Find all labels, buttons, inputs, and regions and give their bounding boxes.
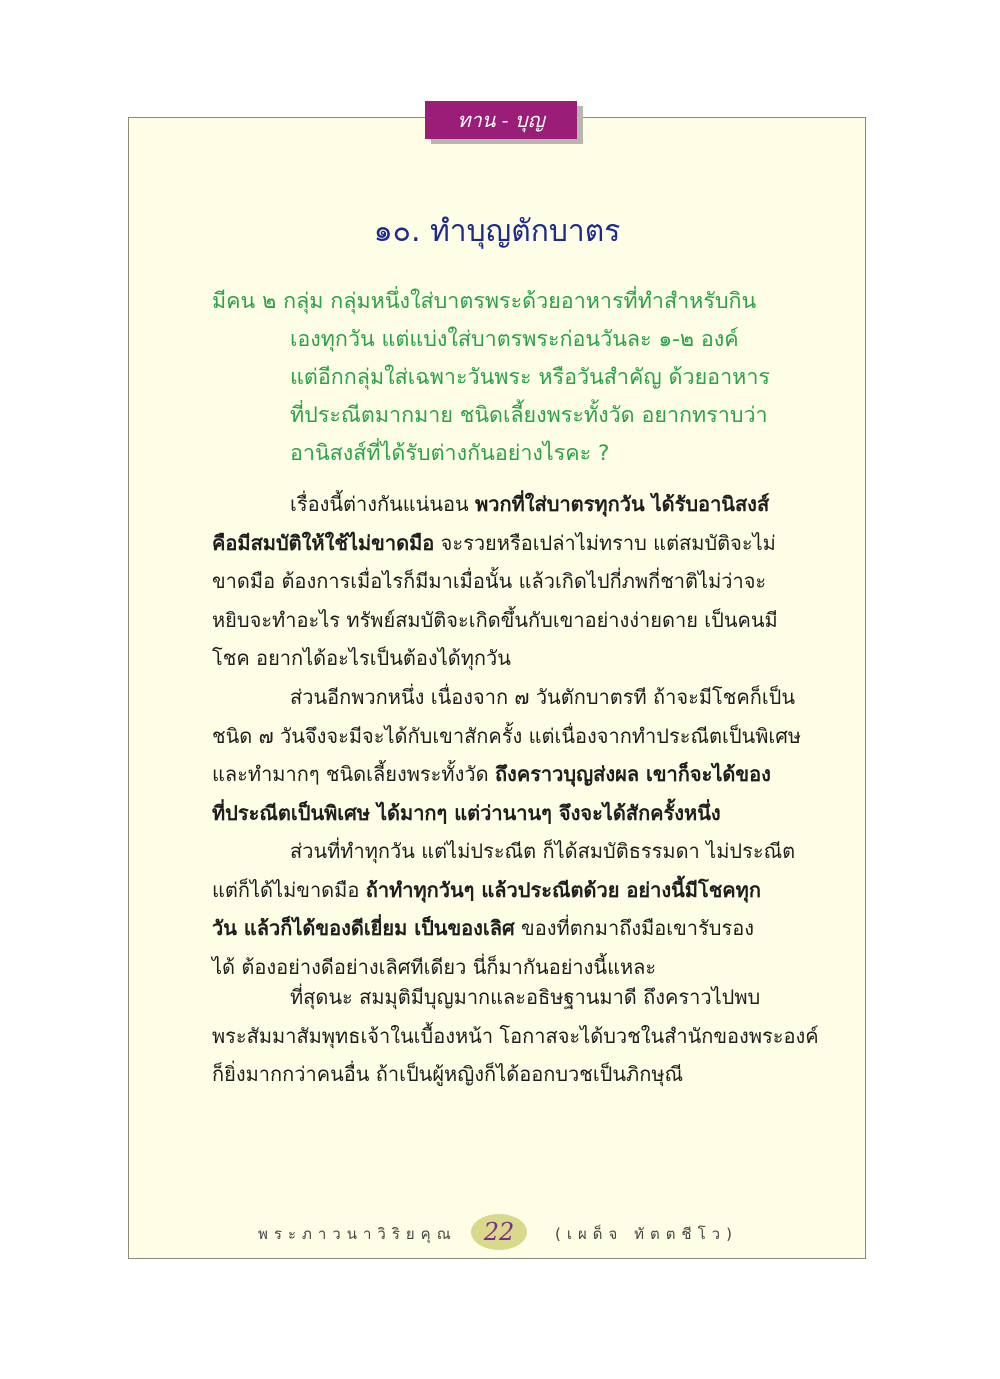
question-block	[212, 283, 802, 473]
question-line: เองทุกวัน แต่แบ่งใส่บาตรพระก่อนวันละ ๑-๒ องค์	[290, 327, 739, 352]
text-span: แต่ก็ได้ไม่ขาดมือ	[212, 877, 366, 902]
paragraph-line	[212, 871, 792, 910]
paragraph-line: โชค อยากได้อะไรเป็นต้องได้ทุกวัน	[212, 646, 511, 670]
page-number: 22	[483, 1218, 515, 1246]
paragraph-line: พระสัมมาสัมพุทธเจ้าในเบื้องหน้า โอกาสจะได้บวชในสำนักของพระองค์	[212, 1023, 819, 1048]
bold-text: ถ้าทำทุกวันๆ แล้วประณีตด้วย อย่างนี้มีโชคทุก	[365, 877, 761, 902]
bold-text: พวกที่ใส่บาตรทุกวัน ได้รับอานิสงส์	[475, 492, 770, 516]
bold-text: คือมีสมบัติให้ใช้ไม่ขาดมือ	[212, 530, 435, 555]
page-number-badge	[471, 1214, 527, 1250]
text-span: จะรวยหรือเปล่าไม่ทราบ แต่สมบัติจะไม่	[434, 530, 776, 555]
question-line: ที่ประณีตมากมาย ชนิดเลี้ยงพระทั้งวัด อยากทราบว่า	[290, 403, 768, 428]
paragraph-line	[212, 794, 792, 833]
section-tab	[425, 101, 577, 139]
paragraph-line	[212, 909, 792, 948]
paragraph-line: ส่วนที่ทำทุกวัน แต่ไม่ประณีต ก็ได้สมบัติธรรมดา ไม่ประณีต	[290, 839, 796, 863]
author-alias: (เผด็จ ทัตตชีโว)	[555, 1225, 738, 1243]
question-line: แต่อีกกลุ่มใส่เฉพาะวันพระ หรือวันสำคัญ ด้วยอาหาร	[290, 365, 770, 390]
bold-text: วัน แล้วก็ได้ของดีเยี่ยม เป็นของเลิศ	[212, 916, 515, 940]
paragraph-line: ชนิด ๗ วันจึงจะมีจะได้กับเขาสักครั้ง แต่เนื่องจากทำประณีตเป็นพิเศษ	[212, 723, 802, 748]
bold-text: ถึงคราวบุญส่งผล เขาก็จะได้ของ	[494, 762, 771, 786]
paragraph-line: ขาดมือ ต้องการเมื่อไรก็มีมาเมื่อนั้น แล้วเกิดไปกี่ภพกี่ชาติไม่ว่าจะ	[212, 569, 767, 593]
answer-paragraph-1	[212, 485, 792, 678]
text-span: และทำมากๆ ชนิดเลี้ยงพระทั้งวัด	[212, 762, 495, 786]
paragraph-line: ก็ยิ่งมากกว่าคนอื่น ถ้าเป็นผู้หญิงก็ได้ออกบวชเป็นภิกษุณี	[212, 1062, 684, 1086]
paragraph-line	[212, 485, 792, 524]
paragraph-line: หยิบจะทำอะไร ทรัพย์สมบัติจะเกิดขึ้นกับเขาอย่างง่ายดาย เป็นคนมี	[212, 607, 778, 632]
page-footer	[128, 1213, 866, 1253]
question-line: อานิสงส์ที่ได้รับต่างกันอย่างไรคะ ?	[290, 441, 610, 466]
answer-paragraph-4	[212, 978, 819, 1094]
paragraph-line	[212, 524, 792, 563]
text-span: ของที่ตกมาถึงมือเขารับรอง	[514, 916, 754, 940]
paragraph-line: ได้ ต้องอย่างดีอย่างเลิศทีเดียว นี่ก็มากันอย่างนี้แหละ	[212, 954, 657, 979]
paragraph-line	[212, 755, 792, 794]
author-name: พระภาวนาวิริยคุณ	[258, 1225, 457, 1243]
page-title: ๑๐. ทำบุญตักบาตร	[373, 214, 621, 249]
answer-paragraph-2	[212, 678, 802, 832]
bold-text: ที่ประณีตเป็นพิเศษ ได้มากๆ แต่ว่านานๆ จึงจะได้สักครั้งหนึ่ง	[212, 800, 721, 825]
paragraph-line: ส่วนอีกพวกหนึ่ง เนื่องจาก ๗ วันตักบาตรที ถ้าจะมีโชคก็เป็น	[290, 685, 796, 709]
section-tab-label: ทาน - บุญ	[457, 108, 545, 132]
answer-paragraph-3	[212, 832, 796, 986]
question-line: มีคน ๒ กลุ่ม กลุ่มหนึ่งใส่บาตรพระด้วยอาหารที่ทำสำหรับกิน	[212, 289, 757, 314]
text-span: เรื่องนี้ต่างกันแน่นอน	[290, 492, 476, 516]
paragraph-line: ที่สุดนะ สมมุติมีบุญมากและอธิษฐานมาดี ถึงคราวไปพบ	[290, 985, 761, 1009]
